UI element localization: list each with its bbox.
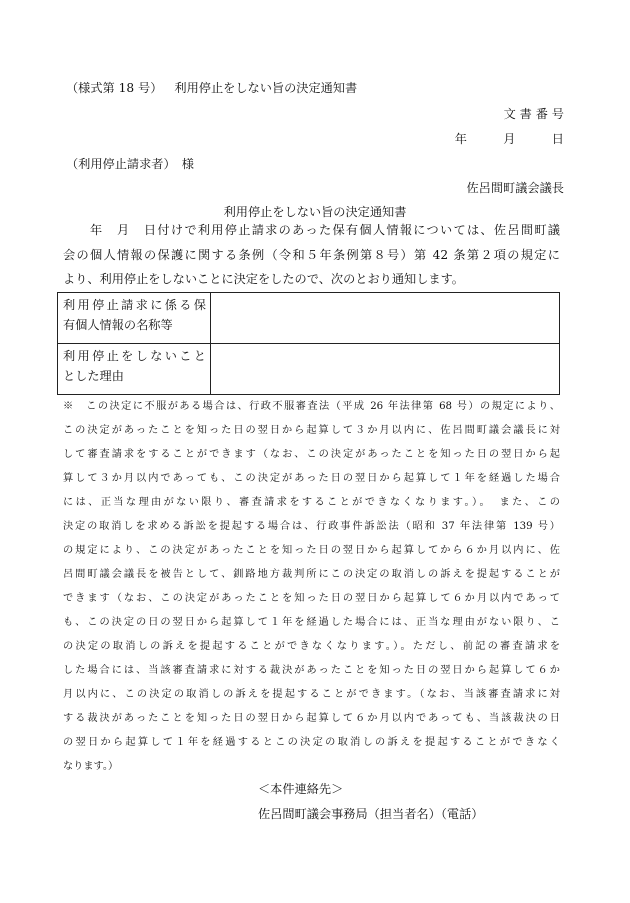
table-value-cell <box>211 344 560 395</box>
table-label-line: 利用停止請求に係る保 <box>63 298 206 312</box>
form-number: （様式第 18 号） <box>66 81 163 95</box>
notice-line: ※ この決定に不服がある場合は、行政不服審査法（平成 26 年法律第 68 号）の規定により、 <box>63 401 560 412</box>
notice-line: して審査請求をすることができます（なお、この決定があったことを知った日の翌日から起 <box>63 449 560 460</box>
notice-line: 月以内に、この決定の取消しの訴えを提起することができます。（なお、当該審査請求に対 <box>63 689 560 700</box>
table-label-line: 有個人情報の名称等 <box>63 318 173 332</box>
form-header-title: 利用停止をしない旨の決定通知書 <box>174 81 358 95</box>
form-header <box>66 80 357 96</box>
table-label-cell <box>58 344 211 395</box>
table-value-cell <box>211 293 560 344</box>
recipient-name: （利用停止請求者） 様 <box>66 157 194 171</box>
notice-line: 算して３か月以内であっても、この決定があった日の翌日から起算して１年を経過した場合 <box>63 473 560 484</box>
table-label-line: 利用停止をしないこと <box>63 349 206 363</box>
table-row <box>58 344 560 395</box>
notice-line: の規定により、この決定があったことを知った日の翌日から起算してから６か月以内に、佐 <box>63 545 560 556</box>
date-label: 年 月 日 <box>454 132 568 146</box>
notice-line: の決定の取消しの訴えを提起することができなくなります。）。ただし、前記の審査請求を <box>63 641 560 652</box>
body-line-1: 年 月 日付けで利用停止請求のあった保有個人情報については、佐呂間町議 <box>90 223 560 237</box>
info-table <box>57 292 560 395</box>
document-title: 利用停止をしない旨の決定通知書 <box>223 205 407 219</box>
body-line-3: より、利用停止をしないことに決定をしたので、次のとおり通知します。 <box>63 272 464 286</box>
notice-line: も、この決定の日の翌日から起算して１年を経過した場合には、正当な理由がない限り、こ <box>63 617 560 628</box>
notice-line: なります。） <box>63 761 119 772</box>
table-label-line: とした理由 <box>63 369 124 383</box>
notice-line: 呂間町議会議長を被告として、釧路地方裁判所にこの決定の取消しの訴えを提起することが <box>63 569 560 580</box>
body-line-2: 会の個人情報の保護に関する条例（令和５年条例第８号）第 42 条第２項の規定に <box>63 248 560 262</box>
notice-line: した場合には、当該審査請求に対する裁決があったことを知った日の翌日から起算して６か <box>63 665 560 676</box>
notice-line: この決定があったことを知った日の翌日から起算して３か月以内に、佐呂間町議会議長に対 <box>63 425 560 436</box>
table-label-cell <box>58 293 211 344</box>
notice-line: 決定の取消しを求める訴訟を提起する場合は、行政事件訴訟法（昭和 37 年法律第 139 号） <box>63 521 560 532</box>
contact-office: 佐呂間町議会事務局（担当者名）（電話） <box>258 807 484 821</box>
notice-line: には、正当な理由がない限り、審査請求をすることができなくなります。）。 また、この <box>63 497 560 508</box>
sender-name: 佐呂間町議会議長 <box>466 181 564 195</box>
contact-heading: ＜本件連絡先＞ <box>258 782 344 796</box>
table-row <box>58 293 560 344</box>
document-number-label: 文 書 番 号 <box>503 107 564 121</box>
notice-line: する裁決があったことを知った日の翌日から起算して６か月以内であっても、当該裁決の日 <box>63 713 560 724</box>
notice-line: の翌日から起算して１年を経過するとこの決定の取消しの訴えを提起することができなく <box>63 737 560 748</box>
notice-line: できます（なお、この決定があったことを知った日の翌日から起算して６か月以内であって <box>63 593 560 604</box>
